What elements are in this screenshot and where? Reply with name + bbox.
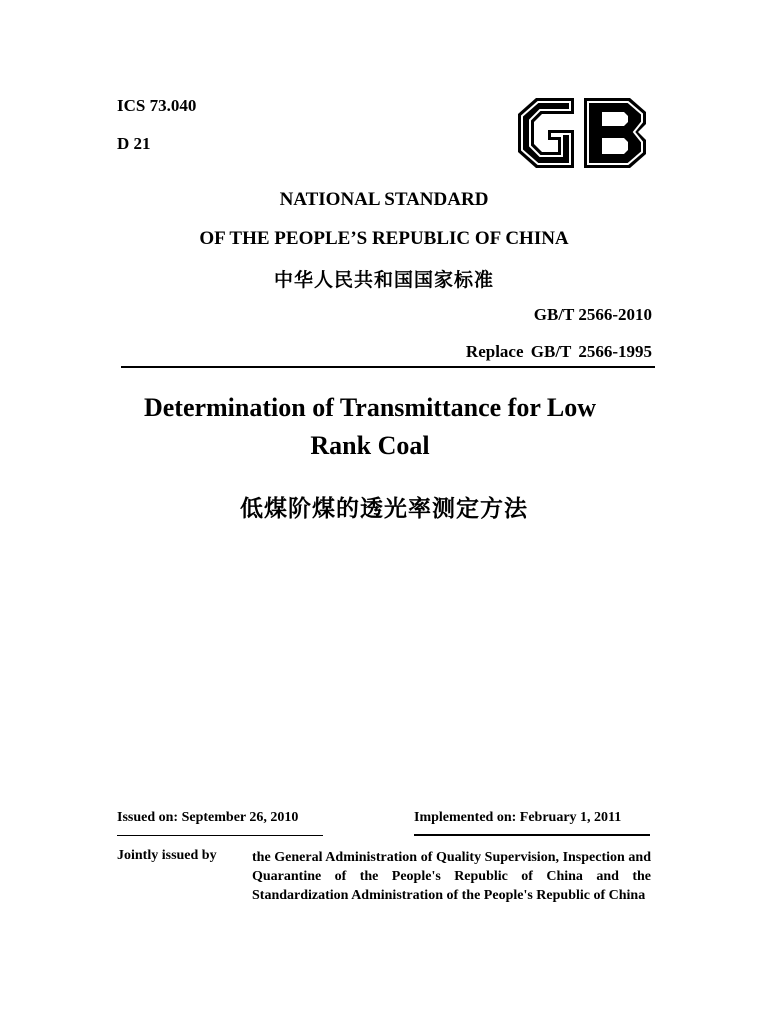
standard-line-1: NATIONAL STANDARD [279, 189, 489, 210]
implemented-date: Implemented on: February 1, 2011 [414, 810, 622, 825]
ics-code: ICS 73.040 [117, 96, 197, 115]
title-english-line-1: Determination of Transmittance for Low [143, 393, 597, 422]
issued-date: Issued on: September 26, 2010 [117, 810, 299, 825]
ccs-code: D 21 [117, 134, 151, 153]
title-chinese: 低煤阶煤的透光率测定方法 [240, 496, 528, 522]
footer-divider-left [117, 835, 323, 836]
footer-divider-right [414, 834, 650, 836]
standard-line-chinese: 中华人民共和国国家标准 [273, 269, 494, 291]
title-english-line-2: Rank Coal [310, 431, 430, 460]
jointly-issued-text: the General Administration of Quality Supervision, Inspection and Quarantine of the People's Republic of China and the Standardization Administration of the People's Republic of China [252, 850, 651, 903]
gb-logo [512, 92, 652, 174]
replace-code: Replace GB/T 2566-1995 [465, 342, 652, 361]
standard-line-2: OF THE PEOPLE’S REPUBLIC OF CHINA [199, 228, 569, 249]
jointly-issued-label: Jointly issued by [117, 848, 217, 863]
header-divider [121, 366, 655, 368]
standard-code: GB/T 2566-2010 [533, 305, 652, 324]
